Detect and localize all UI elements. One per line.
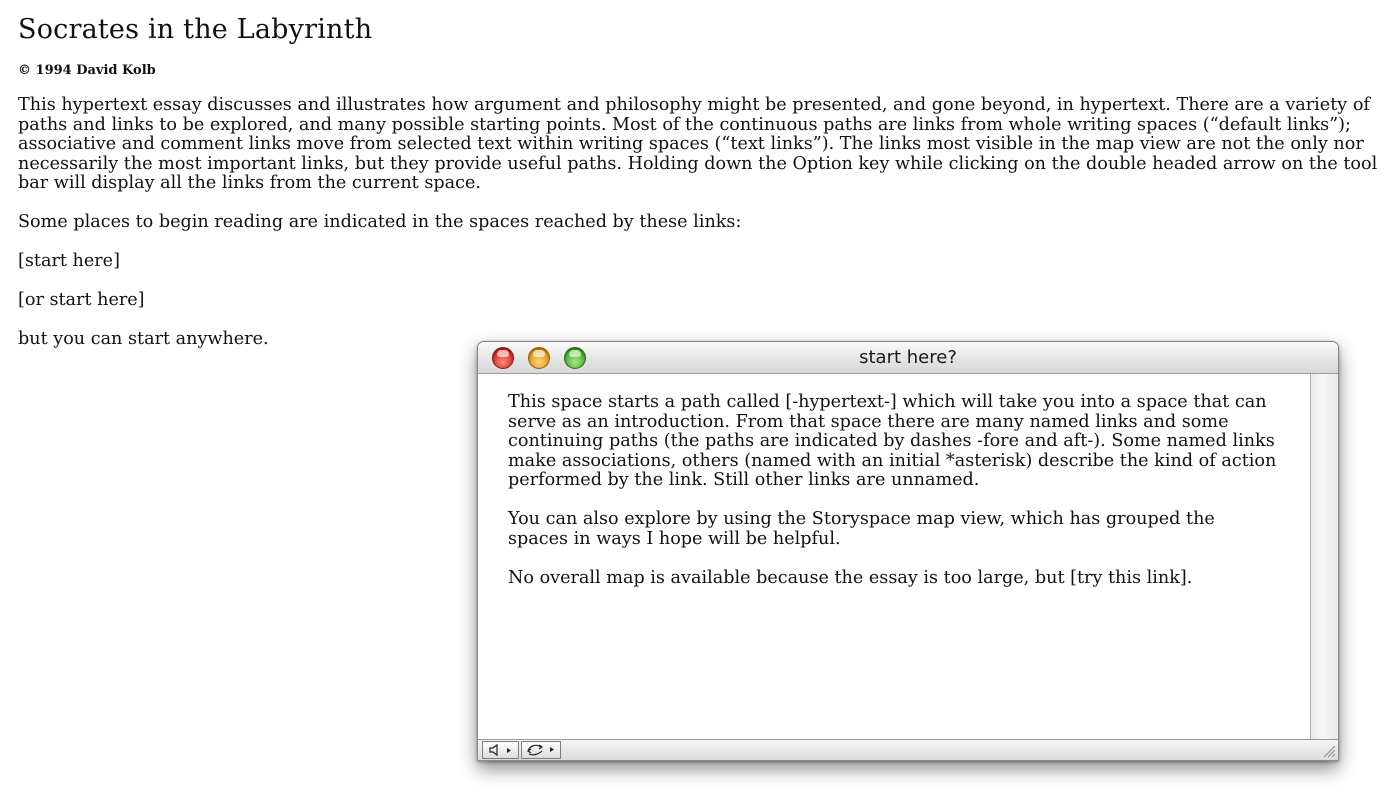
start-here-link[interactable]: [start here] (18, 251, 120, 271)
minimize-button[interactable] (528, 347, 550, 369)
closing-line: but you can start anywhere. (18, 329, 269, 349)
sound-button[interactable] (482, 741, 519, 759)
window-paragraph-1: This space starts a path called [-hypertext-] which will take you into a space that can serve as an introduction. From that space there are many named links and some continuing paths (the paths are indicated by dashes -fore and aft-). Some named links make associations, others (named with an initial *asterisk) describe the kind of action performed by the link. Still other links are unnamed. (508, 392, 1277, 490)
links-button[interactable] (521, 741, 561, 759)
document-body (18, 12, 1382, 369)
or-start-here-link[interactable]: [or start here] (18, 290, 145, 310)
page-title: Socrates in the Labyrinth (18, 14, 373, 45)
link-arrows-icon (525, 742, 557, 758)
vertical-scrollbar[interactable] (1310, 374, 1338, 739)
window-paragraph-2: You can also explore by using the Storyspace map view, which has grouped the spaces in ways I hope will be helpful. (508, 509, 1215, 549)
intro-paragraph: This hypertext essay discusses and illustrates how argument and philosophy might be presented, and gone beyond, in hypertext. There are a variety of paths and links to be explored, and many possible starting points. Most of the continuous paths are links from whole writing spaces (“default links”); associative and comment links move from selected text within writing spaces (“text links”). The links most visible in the map view are not the only nor necessarily the most important links, but they provide useful paths. Holding down the Option key while clicking on the double headed arrow on the tool bar will display all the links from the current space. (18, 95, 1378, 193)
window-titlebar[interactable] (478, 342, 1338, 374)
window-toolbar (478, 739, 1338, 760)
places-paragraph: Some places to begin reading are indicated in the spaces reached by these links: (18, 212, 742, 232)
window-content (478, 374, 1310, 739)
copyright-line: © 1994 David Kolb (18, 63, 156, 78)
window-title: start here? (859, 347, 957, 368)
start-here-window[interactable] (477, 341, 1339, 761)
window-paragraph-3: No overall map is available because the essay is too large, but [try this link]. (508, 567, 1193, 588)
close-button[interactable] (492, 347, 514, 369)
resize-grip-icon[interactable] (1320, 742, 1336, 758)
window-text (508, 393, 1278, 608)
speaker-icon (488, 743, 514, 757)
zoom-button[interactable] (564, 347, 586, 369)
